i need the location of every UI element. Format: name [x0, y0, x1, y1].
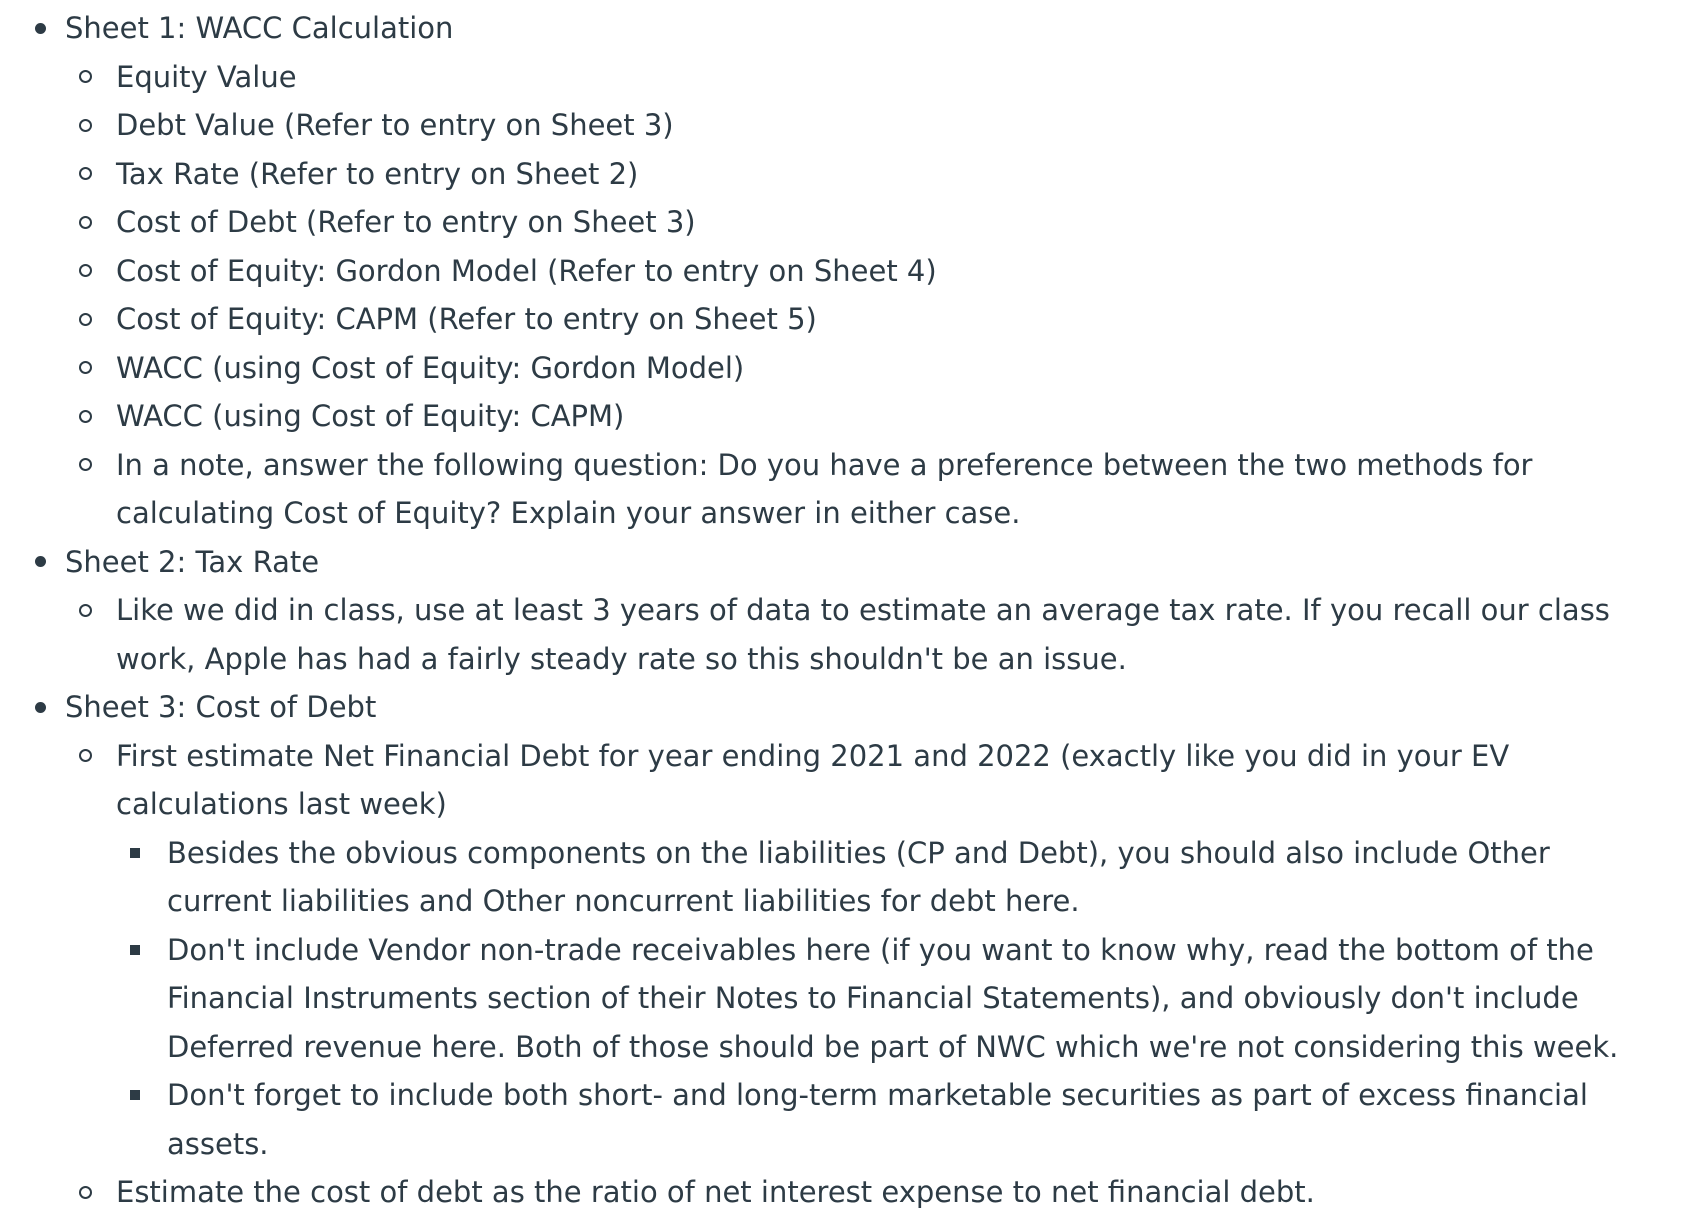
circle-bullet-icon: [79, 344, 92, 393]
list-item-text: Don't include Vendor non-trade receivables here (if you want to know why, read the bottom of the Financial Instruments section of their Notes to Financial Statements), and obviously don't include Deferred revenue here. Both of those should be part of NWC which we're not considering this week.: [167, 932, 1619, 1064]
circle-bullet-icon: [79, 247, 92, 296]
square-bullet-icon: [130, 829, 140, 878]
list-item-text: Cost of Equity: CAPM (Refer to entry on Sheet 5): [116, 302, 817, 336]
circle-bullet-icon: [79, 586, 92, 635]
list-item-text: Don't forget to include both short- and long-term marketable securities as part of excess financial assets.: [167, 1078, 1588, 1161]
sheet-1-title: Sheet 1: WACC Calculation: [65, 11, 454, 45]
list-item: [65, 586, 1704, 683]
square-bullet-icon: [130, 1071, 140, 1120]
circle-bullet-icon: [79, 441, 92, 490]
sheet-2-sublist: [65, 586, 1704, 683]
list-item-text: Equity Value: [116, 59, 297, 94]
list-item: [65, 101, 1704, 150]
list-item: [116, 829, 1704, 926]
disc-bullet-icon: [35, 4, 46, 53]
circle-bullet-icon: [79, 1168, 92, 1217]
sheet-2-item: [0, 538, 1704, 684]
sheet-1-item: [0, 4, 1704, 538]
sheet-3-sublist: [65, 732, 1704, 1217]
list-item: [116, 1071, 1704, 1168]
circle-bullet-icon: [79, 295, 92, 344]
sheet-list: [0, 4, 1704, 1217]
list-item: [65, 392, 1704, 441]
circle-bullet-icon: [79, 101, 92, 150]
disc-bullet-icon: [35, 683, 46, 732]
list-item-text: Besides the obvious components on the liabilities (CP and Debt), you should also include Other current liabilities and Other noncurrent liabilities for debt here.: [167, 835, 1550, 918]
list-item: [65, 150, 1704, 199]
sheet-3-title: Sheet 3: Cost of Debt: [65, 690, 377, 724]
circle-bullet-icon: [79, 53, 92, 102]
list-item: [65, 53, 1704, 102]
list-item: [65, 198, 1704, 247]
list-item-text: Estimate the cost of debt as the ratio of net interest expense to net financial debt.: [116, 1175, 1315, 1209]
list-item: [116, 926, 1704, 1072]
list-item: [65, 1168, 1704, 1217]
circle-bullet-icon: [79, 392, 92, 441]
list-item-text: Tax Rate (Refer to entry on Sheet 2): [116, 156, 639, 191]
circle-bullet-icon: [79, 198, 92, 247]
list-item: [65, 732, 1704, 1169]
list-item-text: In a note, answer the following question: Do you have a preference between the two methods for calculating Cost of Equity? Explain your answer in either case.: [116, 447, 1533, 530]
list-item: [65, 247, 1704, 296]
list-item-text: Cost of Equity: Gordon Model (Refer to entry on Sheet 4): [116, 253, 937, 288]
list-item-text: Debt Value (Refer to entry on Sheet 3): [116, 108, 674, 142]
sheet-1-sublist: [65, 53, 1704, 538]
square-bullet-icon: [130, 926, 140, 975]
sheet-2-title: Sheet 2: Tax Rate: [65, 544, 320, 579]
list-item-text: First estimate Net Financial Debt for year ending 2021 and 2022 (exactly like you did in your EV calculations last week): [116, 738, 1510, 821]
list-item-text: Like we did in class, use at least 3 years of data to estimate an average tax rate. If you recall our class work, Apple has had a fairly steady rate so this shouldn't be an issue.: [116, 593, 1610, 676]
list-item: [65, 344, 1704, 393]
circle-bullet-icon: [79, 150, 92, 199]
sheet-3-item: [0, 683, 1704, 1217]
net-debt-sublist: [116, 829, 1704, 1169]
list-item-text: WACC (using Cost of Equity: CAPM): [116, 399, 625, 433]
list-item-text: Cost of Debt (Refer to entry on Sheet 3): [116, 205, 696, 239]
disc-bullet-icon: [35, 538, 46, 587]
circle-bullet-icon: [79, 732, 92, 781]
list-item-text: WACC (using Cost of Equity: Gordon Model): [116, 350, 745, 385]
list-item: [65, 295, 1704, 344]
list-item: [65, 441, 1704, 538]
